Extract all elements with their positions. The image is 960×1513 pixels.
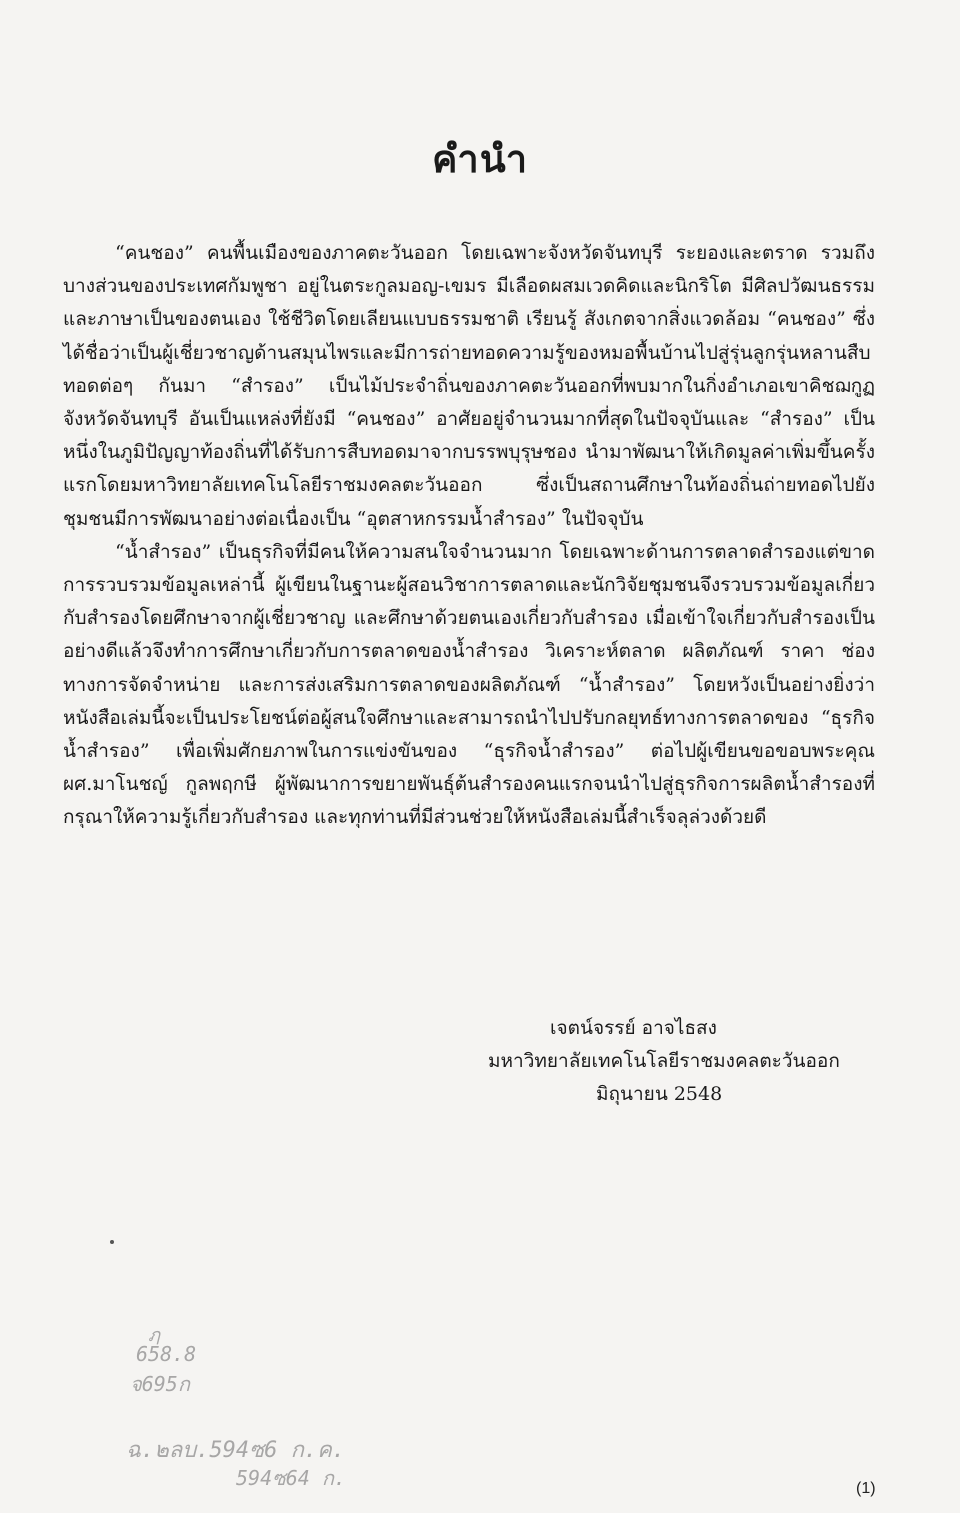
author-name: เจตน์จรรย์ อาจไธสง — [550, 1017, 717, 1039]
ink-speck — [110, 1240, 114, 1244]
page-number: (1) — [856, 1480, 876, 1497]
page-title: คำนำ — [431, 136, 529, 181]
signature-block — [470, 1012, 890, 1111]
author-organization: มหาวิทยาลัยเทคโนโลยีราชมงคลตะวันออก — [488, 1050, 840, 1072]
handwritten-call-number: 658.8 — [136, 1342, 197, 1366]
handwritten-cutter-number: จ695ก — [130, 1372, 190, 1396]
paragraph-2: “น้ำสำรอง” เป็นธุรกิจที่มีคนให้ความสนใจจำนวนมาก โดยเฉพาะด้านการตลาดสำรองแต่ขาดการรวบรวมข้อมูลเหล่านี้ ผู้เขียนในฐานะผู้สอนวิชาการตลาดและนักวิจัยชุมชนจึงรวบรวมข้อมูลเกี่ยวกับสำรองโดยศึกษาจากผู้เชี่ยวชาญ และศึกษาด้วยตนเองเกี่ยวกับสำรอง เมื่อเข้าใจเกี่ยวกับสำรองเป็นอย่างดีแล้วจึงทำการศึกษาเกี่ยวกับการตลาดของน้ำสำรอง วิเคราะห์ตลาด ผลิตภัณฑ์ ราคา ช่องทางการจัดจำหน่าย และการส่งเสริมการตลาดของผลิตภัณฑ์ “น้ำสำรอง” โดยหวังเป็นอย่างยิ่งว่าหนังสือเล่มนี้จะเป็นประโยชน์ต่อผู้สนใจศึกษาและสามารถนำไปปรับกลยุทธ์ทางการตลาดของ “ธุรกิจน้ำสำรอง” เพื่อเพิ่มศักยภาพในการแข่งขันของ “ธุรกิจน้ำสำรอง” ต่อไปผู้เขียนขอขอบพระคุณ ผศ.มาโนชญ์ กูลพฤกษี ผู้พัฒนาการขยายพันธุ์ต้นสำรองคนแรกจนนำไปสู่ธุรกิจการผลิตน้ำสำรองที่กรุณาให้ความรู้เกี่ยวกับสำรอง และทุกท่านที่มีส่วนช่วยให้หนังสือเล่มนี้สำเร็จลุล่วงด้วยดี — [63, 540, 875, 829]
handwritten-accession-2: 594ซ64 ก. — [236, 1466, 346, 1490]
signature-date: มิถุนายน 2548 — [596, 1083, 723, 1105]
preface-body — [63, 237, 875, 835]
handwritten-accession: ฉ.๒ลบ.594ซ6 ก.ค. — [126, 1438, 346, 1463]
paragraph-1: “คนชอง” คนพื้นเมืองของภาคตะวันออก โดยเฉพาะจังหวัดจันทบุรี ระยองและตราด รวมถึงบางส่วนของประเทศกัมพูชา อยู่ในตระกูลมอญ-เขมร มีเลือดผสมเวดคิดและนิกริโต มีศิลปวัฒนธรรมและภาษาเป็นของตนเอง ใช้ชีวิตโดยเลียนแบบธรรมชาติ เรียนรู้ สังเกตจากสิ่งแวดล้อม “คนชอง” ซึ่งได้ชื่อว่าเป็นผู้เชี่ยวชาญด้านสมุนไพรและมีการถ่ายทอดความรู้ของหมอพื้นบ้านไปสู่รุ่นลูกรุ่นหลานสืบทอดต่อๆ กันมา “สำรอง” เป็นไม้ประจำถิ่นของภาคตะวันออกที่พบมากในกิ่งอำเภอเขาคิชฌกูฏ จังหวัดจันทบุรี อันเป็นแหล่งที่ยังมี “คนชอง” อาศัยอยู่จำนวนมากที่สุดในปัจจุบันและ “สำรอง” เป็นหนึ่งในภูมิปัญญาท้องถิ่นที่ได้รับการสืบทอดมาจากบรรพบุรุษชอง นำมาพัฒนาให้เกิดมูลค่าเพิ่มขึ้นครั้งแรกโดยมหาวิทยาลัยเทคโนโลยีราชมงคลตะวันออก ซึ่งเป็นสถานศึกษาในท้องถิ่นถ่ายทอดไปยังชุมชนมีการพัฒนาอย่างต่อเนื่องเป็น “อุตสาหกรรมน้ำสำรอง” ในปัจจุบัน — [63, 242, 875, 530]
handwritten-note: ฦ — [148, 1325, 160, 1346]
